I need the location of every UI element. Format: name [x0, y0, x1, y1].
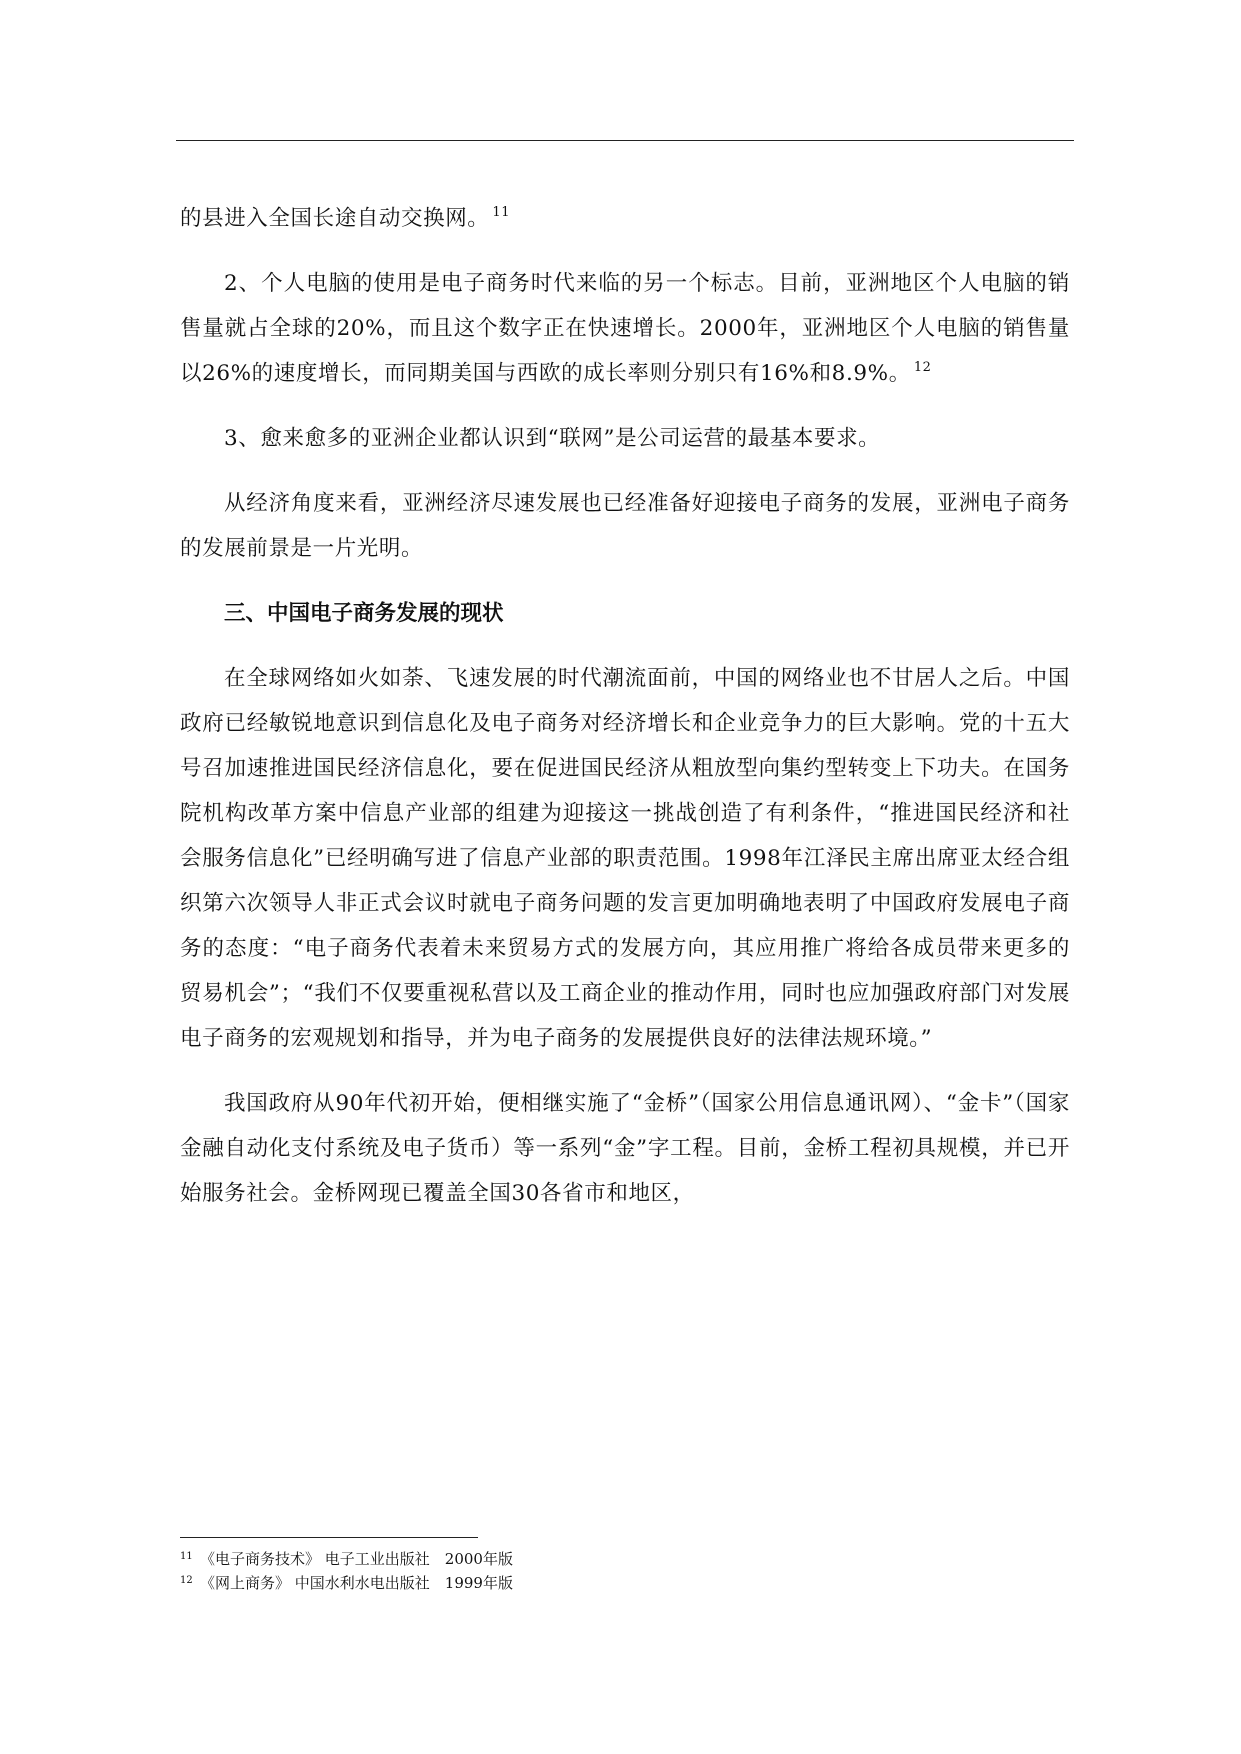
- section-heading: 三、中国电子商务发展的现状: [224, 601, 504, 626]
- paragraph-pc-usage: [180, 261, 1070, 396]
- paragraph-text: 2、个人电脑的使用是电子商务时代来临的另一个标志。目前，亚洲地区个人电脑的销售量就占全球的20%，而且这个数字正在快速增长。2000年，亚洲地区个人电脑的销售量以26%的速度增长，而同期美国与西欧的成长率则分别只有16%和8.9%。: [180, 271, 1070, 386]
- paragraph-continuation: [180, 196, 1070, 241]
- paragraph-text: 的县进入全国长途自动交换网。: [180, 206, 490, 231]
- paragraph-gold-projects: 我国政府从90年代初开始，便相继实施了“金桥”（国家公用信息通讯网）、“金卡”（国家金融自动化支付系统及电子货币）等一系列“金”字工程。目前，金桥工程初具规模，并已开始服务社会。金桥网现已覆盖全国30各省市和地区，: [180, 1091, 1070, 1206]
- footnotes: [180, 1546, 1060, 1594]
- footnote-item: [180, 1570, 1060, 1594]
- footnote-rule: [180, 1537, 478, 1538]
- footnote-ref[interactable]: 11: [492, 205, 511, 220]
- header-rule: [176, 140, 1074, 141]
- footnote-text: 《网上商务》 中国水利水电出版社 1999年版: [200, 1574, 513, 1592]
- footnote-ref[interactable]: 12: [913, 360, 932, 375]
- footnote-number: 12: [180, 1575, 193, 1586]
- footnote-item: [180, 1546, 1060, 1570]
- paragraph-china-status: 在全球网络如火如荼、飞速发展的时代潮流面前，中国的网络业也不甘居人之后。中国政府已经敏锐地意识到信息化及电子商务对经济增长和企业竞争力的巨大影响。党的十五大号召加速推进国民经济信息化，要在促进国民经济从粗放型向集约型转变上下功夫。在国务院机构改革方案中信息产业部的组建为迎接这一挑战创造了有利条件，“推进国民经济和社会服务信息化”已经明确写进了信息产业部的职责范围。1998年江泽民主席出席亚太经合组织第六次领导人非正式会议时就电子商务问题的发言更加明确地表明了中国政府发展电子商务的态度：“电子商务代表着未来贸易方式的发展方向，其应用推广将给各成员带来更多的贸易机会”；“我们不仅要重视私营以及工商企业的推动作用，同时也应加强政府部门对发展电子商务的宏观规划和指导，并为电子商务的发展提供良好的法律法规环境。”: [180, 666, 1070, 1051]
- page-body: [180, 196, 1070, 1216]
- footnote-number: 11: [180, 1551, 193, 1562]
- paragraph-networking: 3、愈来愈多的亚洲企业都认识到“联网”是公司运营的最基本要求。: [224, 426, 881, 451]
- footnote-text: 《电子商务技术》 电子工业出版社 2000年版: [200, 1550, 513, 1568]
- paragraph-economic-outlook: 从经济角度来看，亚洲经济尽速发展也已经准备好迎接电子商务的发展，亚洲电子商务的发展前景是一片光明。: [180, 491, 1070, 561]
